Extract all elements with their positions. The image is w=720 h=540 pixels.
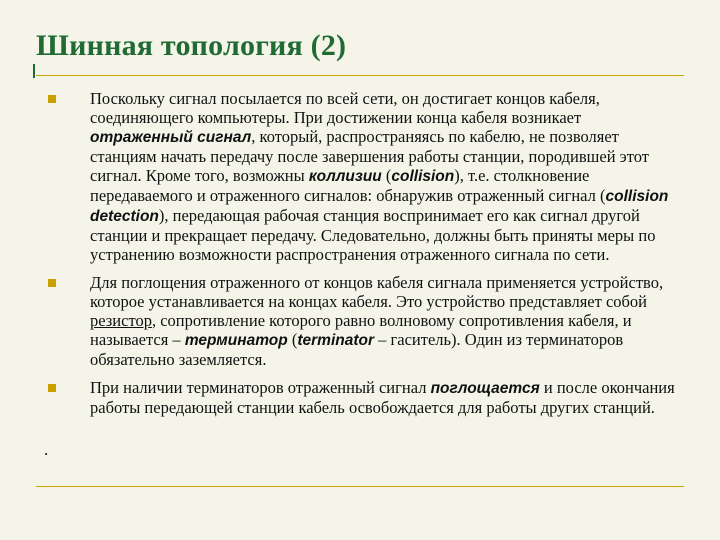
square-bullet-icon xyxy=(48,384,56,392)
text-segment: – гаситель). Один из терминаторов обязательно заземляется. xyxy=(90,330,624,369)
text-segment: ( xyxy=(381,166,392,185)
title-accent-mark xyxy=(33,64,35,78)
footer-divider xyxy=(36,486,684,487)
text-segment: ( xyxy=(287,330,298,349)
emphasis-term: терминатор xyxy=(184,332,288,349)
emphasis-term: terminator xyxy=(297,332,374,349)
emphasis-term: отраженный сигнал xyxy=(90,129,252,146)
trailing-period: . xyxy=(44,440,49,459)
bullet-text xyxy=(90,89,688,264)
slide-title: Шинная топология (2) xyxy=(36,29,347,62)
bullet-text xyxy=(90,273,688,369)
resistor-link[interactable]: резистор xyxy=(90,311,152,330)
text-segment: Для поглощения отраженного от концов кабеля сигнала применяется устройство, которое устанавливается на концах кабеля. Это устройство представляет собой xyxy=(90,273,664,311)
bullet-list xyxy=(48,89,688,426)
text-segment: и после окончания работы передающей станции кабель освобождается для работы других станций. xyxy=(90,378,675,417)
square-bullet-icon xyxy=(48,95,56,103)
square-bullet-icon xyxy=(48,279,56,287)
text-segment: , который, распространяясь по кабелю, не позволяет станциям начать передачу после завершения работы станции, породившей этот сигнал. Кроме того, возможны xyxy=(90,127,649,185)
text-segment: ), т.е. столкновение передаваемого и отраженного сигналов: обнаружив отраженный сигнал ( xyxy=(90,166,606,205)
text-segment: ), передающая рабочая станция воспринимает его как сигнал другой станции и прекращает передачу. Следовательно, должны быть приняты меры по устранению возможности распространения отраженного сигнала по сети. xyxy=(90,206,656,264)
emphasis-term: коллизии xyxy=(308,168,382,185)
emphasis-term: поглощается xyxy=(430,380,540,397)
bullet-item xyxy=(48,273,688,369)
title-divider xyxy=(36,75,684,76)
emphasis-term: collision detection xyxy=(90,188,669,225)
bullet-text xyxy=(90,378,688,417)
bullet-item xyxy=(48,89,688,264)
emphasis-term: collision xyxy=(391,168,455,185)
text-segment: , сопротивление которого равно волновому сопротивления кабеля, и называется – xyxy=(90,311,632,349)
text-segment: При наличии терминаторов отраженный сигнал xyxy=(90,378,431,397)
text-segment: Поскольку сигнал посылается по всей сети, он достигает концов кабеля, соединяющего компьютеры. При достижении конца кабеля возникает xyxy=(90,89,600,127)
bullet-item xyxy=(48,378,688,417)
